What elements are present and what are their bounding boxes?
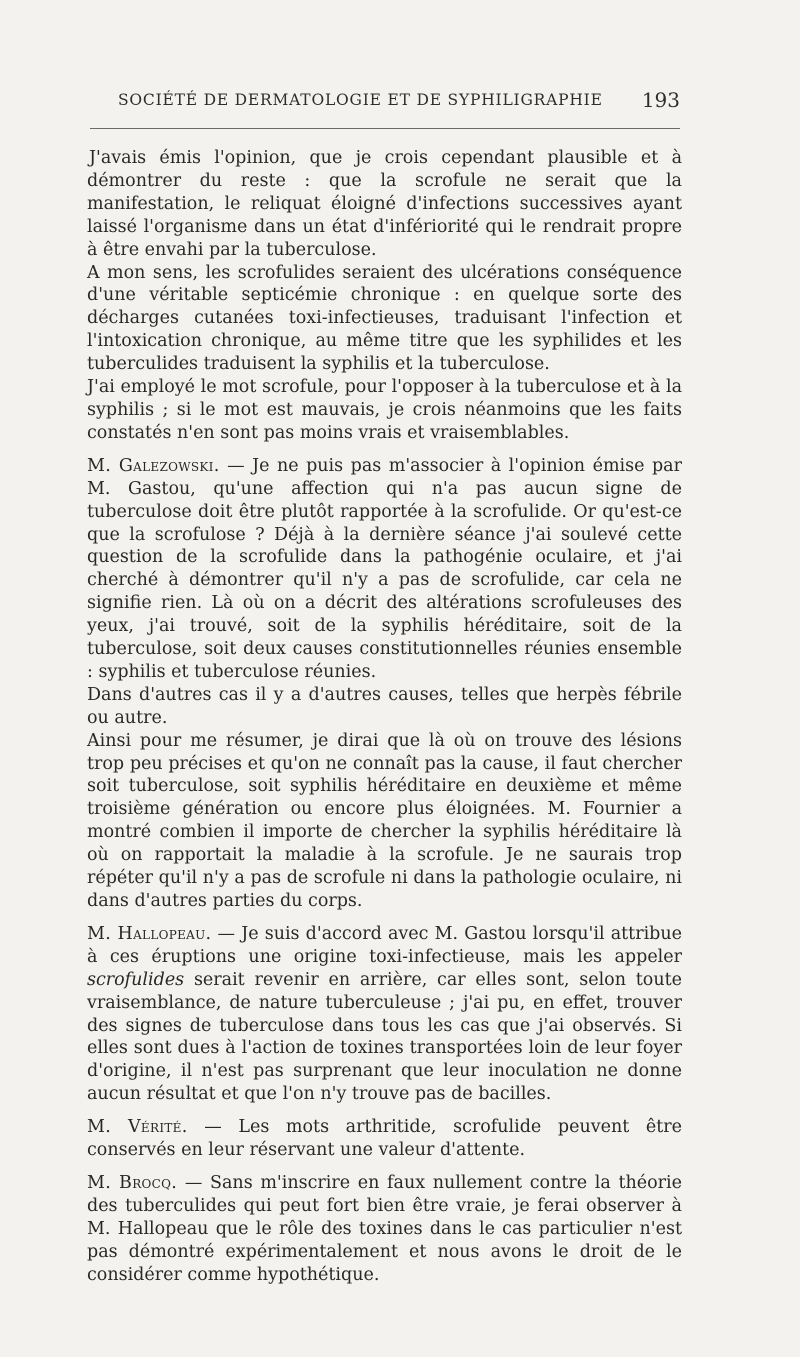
paragraph: J'ai employé le mot scrofule, pour l'opposer à la tuberculose et à la syphilis ; si le mot est mauvais, je crois néanmoins que les faits constatés n'en sont pas moins vrais et vraisemblables. (87, 377, 682, 443)
speaker-remarks: — Je ne puis pas m'associer à l'opinion émise par M. Gastou, qu'une affection qui n'a pas aucun signe de tuberculose doit être plutôt rapportée à la scrofulide. Or qu'est-ce que la scrofulose ? Déjà à la dernière séance j'ai soulevé cette question de la scrofulide dans la pathogénie oculaire, et j'ai cherché à démontrer qu'il n'y a pas de scrofulide, car cela ne signifie rien. Là où on a décrit des altérations scrofuleuses des yeux, j'ai trouvé, soit de la syphilis héréditaire, soit de la tuberculose, soit deux causes constitutionnelles réunies ensemble : syphilis et tuberculose réunies. (87, 455, 682, 682)
speaker-remarks: — Les mots arthritide, scrofulide peuvent être conservés en leur réservant une valeur d'attente. (87, 1117, 683, 1161)
paragraph: Ainsi pour me résumer, je dirai que là où on trouve des lésions trop peu précises et qu'on ne connaît pas la cause, il faut chercher soit tuberculose, soit syphilis héréditaire en deuxième et même troisième génération ou encore plus éloignées. M. Fournier a montré combien il importe de chercher la syphilis héréditaire là où on rapportait la maladie à la scrofule. Je ne saurais trop répéter qu'il n'y a pas de scrofule ni dans la pathologie oculaire, ni dans d'autres parties du corps. (87, 730, 682, 911)
speaker-remarks-continued: serait revenir en arrière, car elles sont, selon toute vraisemblance, de nature tuberculeuse ; j'ai pu, en effet, trouver des signes de tuberculose dans tous les cas que j'ai observés. Si elles sont dues à l'action de toxines transportées loin de leur foyer d'origine, il n'est pas surprenant que leur inoculation ne donne aucun résultat et que l'on n'y trouve pas de bacilles. (87, 969, 682, 1105)
paragraph-brocq (87, 1172, 682, 1287)
paragraph: J'avais émis l'opinion, que je crois cependant plausible et à démontrer du reste : que la scrofule ne serait que la manifestation, le reliquat éloigné d'infections successives ayant laissé l'organisme dans un état d'infériorité qui le rendrait propre à être envahi par la tuberculose. (87, 148, 682, 260)
speaker-remarks: — Sans m'inscrire en faux nullement contre la théorie des tuberculides qui peut fort bien être vraie, je ferai observer à M. Hallopeau que le rôle des toxines dans le cas particulier n'est pas démontré expérimentalement et nous avons le droit de le considérer comme hypothétique. (87, 1172, 682, 1285)
header-rule (90, 128, 680, 129)
page-number: 193 (641, 88, 680, 112)
paragraph-verite (87, 1116, 682, 1162)
body-text (87, 147, 682, 1287)
paragraph-hallopeau (87, 923, 682, 1106)
running-title: SOCIÉTÉ DE DERMATOLOGIE ET DE SYPHILIGRAPHIE (118, 91, 603, 109)
speaker-name: M. Galezowski. (87, 455, 220, 476)
paragraph: A mon sens, les scrofulides seraient des ulcérations conséquence d'une véritable septicémie chronique : en quelque sorte des décharges cutanées toxi-infectieuses, traduisant l'infection et l'intoxication chronique, au même titre que les syphilides et les tuberculides traduisent la syphilis et la tuberculose. (87, 262, 682, 375)
speaker-name: M. Hallopeau. (87, 923, 212, 944)
paragraph-galezowski (87, 455, 682, 684)
paragraph: Dans d'autres cas il y a d'autres causes, telles que herpès fébrile ou autre. (87, 684, 682, 728)
speaker-name: M. Brocq. (87, 1172, 178, 1193)
speaker-remarks: — Je suis d'accord avec M. Gastou lorsqu'il attribue à ces éruptions une origine toxi-infectieuse, mais les appeler (87, 923, 682, 967)
italic-term: scrofulides (87, 969, 185, 990)
speaker-name: M. Vérité. (87, 1117, 188, 1138)
running-header (118, 89, 680, 115)
